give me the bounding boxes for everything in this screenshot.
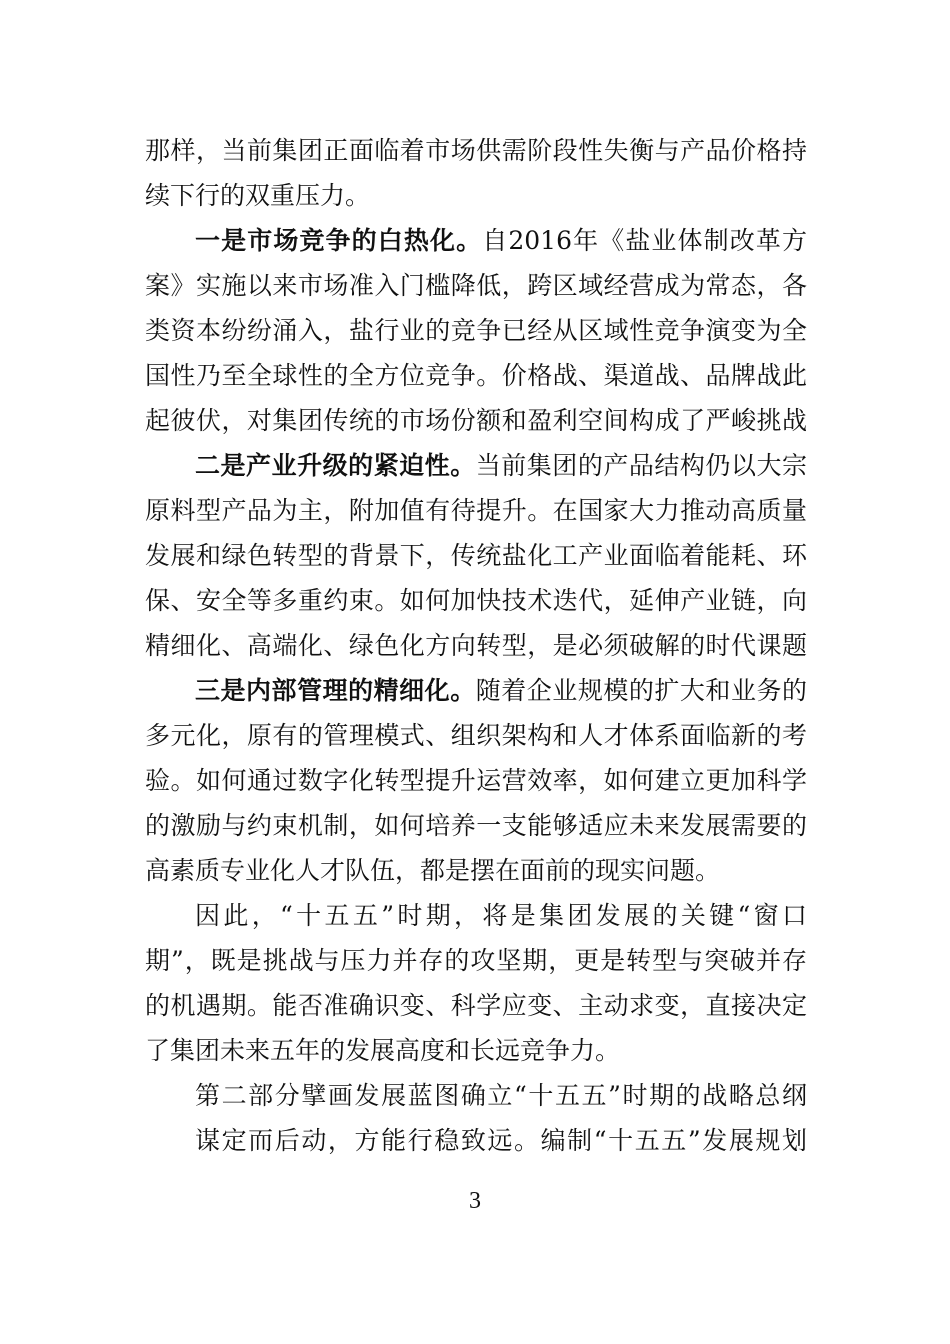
text-line: 保、安全等多重约束。如何加快技术迭代，延伸产业链，向 [145,586,807,615]
text-line [145,443,807,488]
text-line: 的激励与约束机制，如何培养一支能够适应未来发展需要的 [145,811,807,840]
text-line [145,668,807,713]
text-line: 谋定而后动，方能行稳致远。编制“十五五”发展规划 [195,1126,807,1155]
text-line: 精细化、高端化、绿色化方向转型，是必须破解的时代课题 [145,631,807,660]
text-line: 发展和绿色转型的背景下，传统盐化工产业面临着能耗、环 [145,541,807,570]
text-line: 高素质专业化人才队伍，都是摆在面前的现实问题。 [145,856,721,885]
text-line: 类资本纷纷涌入，盐行业的竞争已经从区域性竞争演变为全 [145,316,807,345]
text-line: 起彼伏，对集团传统的市场份额和盈利空间构成了严峻挑战 [145,406,807,435]
page-number: 3 [469,1188,481,1214]
text-line: 那样，当前集团正面临着市场供需阶段性失衡与产品价格持 [145,136,807,165]
text-line: 多元化，原有的管理模式、组织架构和人才体系面临新的考 [145,721,807,750]
text-line: 原料型产品为主，附加值有待提升。在国家大力推动高质量 [145,496,807,525]
text-line: 了集团未来五年的发展高度和长远竞争力。 [145,1036,621,1065]
text-line: 验。如何通过数字化转型提升运营效率，如何建立更加科学 [145,766,807,795]
text-line: 国性乃至全球性的全方位竞争。价格战、渠道战、品牌战此 [145,361,807,390]
text-span: 随着企业规模的扩大和业务的 [475,676,807,705]
text-line: 的机遇期。能否准确识变、科学应变、主动求变，直接决定 [145,991,807,1020]
section-lead-bold: 三是内部管理的精细化。 [195,676,476,705]
text-span: 自2016年《盐业体制改革方 [482,226,807,255]
section-lead-bold: 一是市场竞争的白热化。 [195,226,483,255]
section-heading-line: 第二部分擘画发展蓝图确立“十五五”时期的战略总纲 [195,1081,807,1110]
section-lead-bold: 二是产业升级的紧迫性。 [195,451,476,480]
text-line: 期”，既是挑战与压力并存的攻坚期，更是转型与突破并存 [145,946,807,975]
text-line [145,218,807,263]
text-line: 案》实施以来市场准入门槛降低，跨区域经营成为常态，各 [145,271,807,300]
document-body [145,128,807,1163]
text-line: 续下行的双重压力。 [145,181,371,210]
text-span: 当前集团的产品结构仍以大宗 [475,451,807,480]
text-line: 因此，“十五五”时期，将是集团发展的关键“窗口 [195,901,807,930]
